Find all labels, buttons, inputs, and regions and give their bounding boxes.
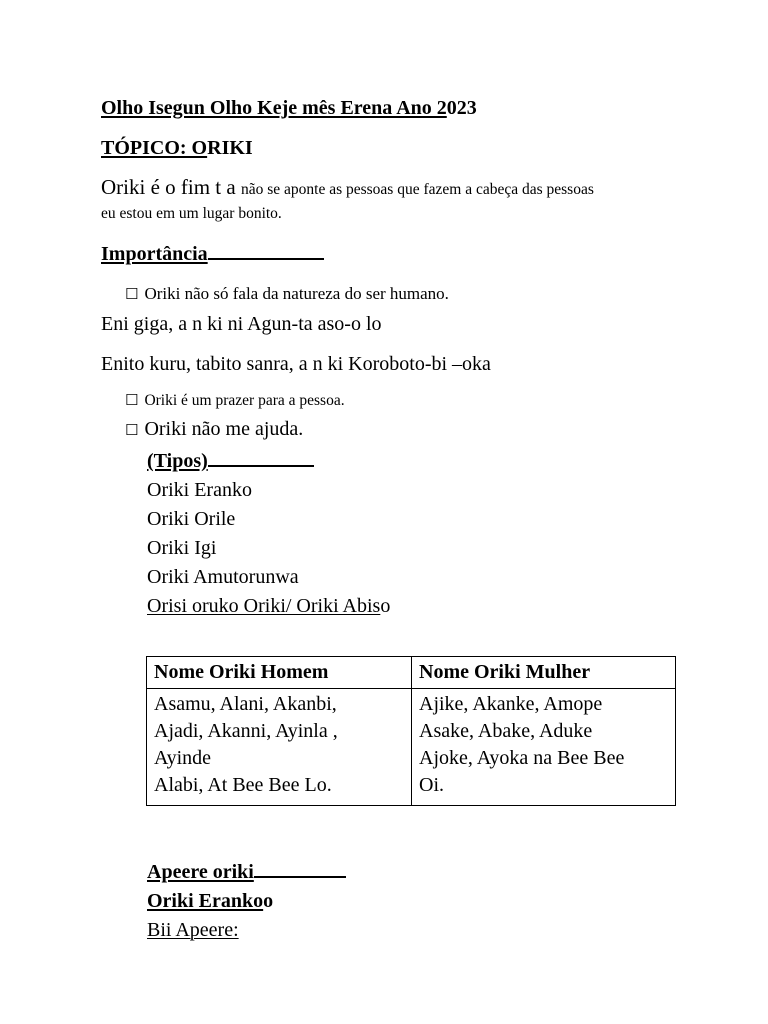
female-name-line: Oi. xyxy=(419,774,444,796)
examples-heading xyxy=(147,861,346,884)
table-header-row xyxy=(147,657,676,689)
types-item-4: Oriki Amutorunwa xyxy=(147,566,299,588)
bullet-item-1 xyxy=(125,284,449,304)
female-name-line: Ajike, Akanke, Amope xyxy=(419,693,603,715)
male-name-line: Alabi, At Bee Bee Lo. xyxy=(154,774,332,796)
examples-heading-rule xyxy=(254,876,346,878)
checkbox-icon: ☐ xyxy=(125,421,139,439)
title-underlined: Olho Isegun Olho Keje mês Erena Ano 2 xyxy=(101,97,447,119)
types-heading-text: (Tipos) xyxy=(147,450,208,472)
examples-label-text: Bii Apeere: xyxy=(147,919,239,941)
types-item-1: Oriki Eranko xyxy=(147,479,252,501)
bullet-item-3 xyxy=(125,418,303,441)
male-name-line: Ajadi, Akanni, Ayinla , xyxy=(154,720,338,742)
examples-heading-text: Apeere oriki xyxy=(147,861,254,883)
table-header-female: Nome Oriki Mulher xyxy=(412,657,676,689)
types-item-5-rest: o xyxy=(380,595,391,617)
bullet-item-1-text: Oriki não só fala da natureza do ser humano. xyxy=(144,284,449,303)
topic-rest: RIKI xyxy=(207,137,253,159)
table-row xyxy=(147,689,676,806)
importance-line-2: Enito kuru, tabito sanra, a n ki Koroboto-bi –oka xyxy=(101,353,491,375)
female-name-line: Ajoke, Ayoka na Bee Bee xyxy=(419,747,625,769)
types-item-2: Oriki Orile xyxy=(147,508,236,530)
intro-line-1 xyxy=(101,175,594,200)
importance-heading-rule xyxy=(208,258,324,260)
types-item-3: Oriki Igi xyxy=(147,537,217,559)
examples-subheading xyxy=(147,890,273,913)
types-heading-rule xyxy=(208,465,314,467)
bullet-item-3-text: Oriki não me ajuda. xyxy=(144,418,304,440)
bullet-item-2-text: Oriki é um prazer para a pessoa. xyxy=(144,392,345,409)
examples-subheading-underlined: Oriki Eranko xyxy=(147,890,264,912)
title-rest: 023 xyxy=(446,97,477,119)
male-name-line: Ayinde xyxy=(154,747,212,769)
types-item-5-underlined: Orisi oruko Oriki/ Oriki Abis xyxy=(147,595,381,617)
intro-small-text: não se aponte as pessoas que fazem a cabeça das pessoas xyxy=(240,181,594,198)
types-heading xyxy=(147,450,314,473)
topic-heading xyxy=(101,137,253,160)
importance-line-1: Eni giga, a n ki ni Agun-ta aso-o lo xyxy=(101,313,382,335)
male-name-line: Asamu, Alani, Akanbi, xyxy=(154,693,337,715)
female-name-line: Asake, Abake, Aduke xyxy=(419,720,593,742)
document-title xyxy=(101,97,477,120)
types-item-5 xyxy=(147,595,390,618)
table-cell-male-names xyxy=(147,689,412,806)
importance-heading xyxy=(101,243,324,266)
intro-large-text: Oriki é o fim t a xyxy=(101,175,241,199)
examples-label xyxy=(147,919,239,942)
intro-line-2: eu estou em um lugar bonito. xyxy=(101,205,282,222)
checkbox-icon: ☐ xyxy=(125,285,139,303)
topic-underlined: TÓPICO: O xyxy=(101,137,208,159)
oriki-names-table xyxy=(146,656,676,806)
importance-heading-text: Importância xyxy=(101,243,208,265)
table-header-male: Nome Oriki Homem xyxy=(147,657,412,689)
table-cell-female-names xyxy=(412,689,676,806)
checkbox-icon: ☐ xyxy=(125,391,139,409)
examples-subheading-rest: o xyxy=(263,890,274,912)
bullet-item-2 xyxy=(125,391,345,410)
